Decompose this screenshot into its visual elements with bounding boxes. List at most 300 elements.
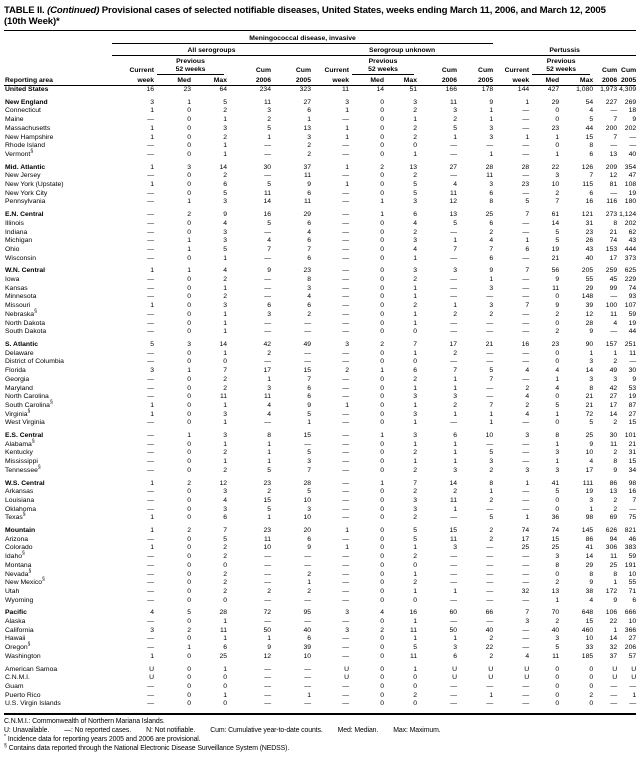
value-cell: 1 [307, 116, 311, 124]
value-cell: 4 [380, 609, 384, 617]
value-cell: 1 [223, 349, 227, 357]
value-cell: 1 [453, 440, 457, 448]
value-cell: — [147, 449, 154, 457]
value-cell: 5 [267, 181, 271, 189]
value-cell: 2 [489, 496, 494, 504]
table-body [4, 86, 636, 710]
table-row [4, 402, 636, 411]
value-cell: — [450, 553, 457, 561]
value-cell: — [147, 691, 154, 699]
value-cell: 306 [605, 544, 618, 552]
value-cell: 14 [449, 479, 457, 487]
value-cell: 1 [489, 410, 494, 418]
value-cell: 5 [555, 237, 560, 245]
value-cell: 30 [628, 367, 637, 375]
value-cell: 1 [187, 367, 191, 375]
value-cell: — [342, 570, 349, 578]
value-cell: 21 [551, 254, 560, 262]
value-cell: 15 [449, 527, 457, 535]
value-cell: 2 [223, 553, 227, 561]
value-cell: 16 [409, 609, 417, 617]
value-cell: — [264, 683, 271, 690]
value-cell: 100 [605, 302, 618, 310]
value-cell: 1 [453, 375, 457, 383]
value-cell: 6 [489, 254, 494, 262]
value-cell: 2 [267, 587, 271, 595]
value-cell: 14 [263, 198, 271, 206]
value-cell: 2 [307, 150, 311, 158]
value-cell: 4 [525, 410, 530, 418]
value-cell: 5 [223, 98, 227, 106]
value-cell: — [342, 211, 349, 219]
value-cell: 0 [380, 691, 384, 699]
value-cell: 25 [219, 652, 227, 660]
value-cell: 22 [551, 163, 560, 171]
value-cell: U [149, 674, 154, 682]
value-cell: 1 [267, 458, 271, 466]
value-cell: 8 [267, 432, 271, 440]
value-cell: 1 [453, 635, 457, 643]
value-cell: 38 [585, 587, 594, 595]
value-cell: 2 [307, 310, 311, 318]
value-cell: 33 [585, 644, 594, 652]
value-cell: 13 [551, 587, 560, 595]
value-cell: 1 [525, 98, 530, 106]
value-cell: 1 [223, 635, 227, 643]
reporting-area-cell: E.S. Central [5, 432, 44, 440]
value-cell: — [264, 700, 271, 708]
value-cell: 9 [589, 328, 594, 336]
value-cell: 5 [489, 367, 494, 375]
value-cell: 5 [187, 609, 191, 617]
value-cell: 3 [223, 302, 227, 310]
table-row [4, 579, 636, 588]
value-cell: — [522, 284, 530, 292]
value-cell: 11 [219, 626, 227, 634]
col-med-label: Med [349, 75, 384, 86]
reporting-area-cell: New Jersey [5, 172, 41, 180]
value-cell: — [486, 393, 494, 401]
value-cell: — [522, 310, 530, 318]
value-cell: 40 [485, 626, 494, 634]
value-cell: 7 [525, 267, 530, 275]
value-cell: — [522, 626, 530, 634]
value-cell: 3 [525, 618, 530, 626]
value-cell: 0 [380, 284, 384, 292]
value-cell: 0 [187, 514, 191, 522]
table-row [4, 160, 636, 173]
value-cell: 0 [187, 107, 191, 115]
value-cell: — [342, 276, 349, 284]
value-cell: — [342, 142, 349, 150]
col-cum-2006: Cum [441, 67, 457, 74]
value-cell: 0 [413, 596, 417, 604]
value-cell: — [629, 142, 637, 150]
value-cell: 8 [489, 479, 494, 487]
value-cell: 0 [187, 401, 191, 409]
reporting-area-cell: Alaska [5, 618, 26, 626]
value-cell: 7 [613, 116, 618, 124]
value-cell: 3 [150, 626, 154, 634]
value-cell: 157 [605, 340, 618, 348]
value-cell: 1 [187, 644, 191, 652]
value-cell: — [522, 683, 530, 690]
col-cum-2005: Cum [621, 67, 637, 74]
value-cell: 6 [223, 514, 227, 522]
value-cell: 12 [263, 652, 271, 660]
value-cell: 14 [219, 163, 227, 171]
value-cell: 1 [150, 107, 154, 115]
value-cell: — [486, 384, 494, 392]
value-cell: 2 [307, 142, 311, 150]
value-cell: — [147, 310, 154, 318]
value-cell: 1 [413, 293, 417, 301]
value-cell: 28 [585, 319, 594, 327]
value-cell: 229 [624, 276, 637, 284]
value-cell: 0 [187, 133, 191, 141]
value-cell: 11 [449, 496, 457, 504]
value-cell: — [522, 254, 530, 262]
value-cell: 0 [187, 384, 191, 392]
value-cell: 4 [555, 384, 560, 392]
value-cell: — [342, 561, 349, 569]
value-cell: 5 [453, 219, 457, 227]
value-cell: 1 [187, 432, 191, 440]
table-row [4, 181, 636, 190]
value-cell: — [522, 124, 530, 132]
reporting-area-cell: Mountain [5, 527, 36, 535]
value-cell: 86 [585, 535, 594, 543]
value-cell: 206 [624, 644, 637, 652]
value-cell: 10 [303, 514, 311, 522]
col-cum-2006: Cum [602, 67, 618, 74]
value-cell: — [147, 319, 154, 327]
value-cell: 9 [632, 116, 637, 124]
value-cell: 1 [555, 150, 560, 158]
value-cell: 0 [187, 535, 191, 543]
value-cell: 1 [267, 440, 271, 448]
value-cell: 2 [223, 172, 227, 180]
value-cell: 11 [486, 172, 494, 180]
reporting-area-cell: Wisconsin [5, 254, 36, 262]
value-cell: 2 [453, 310, 457, 318]
value-cell: — [450, 514, 457, 522]
value-cell: 0 [380, 142, 384, 150]
value-cell: — [342, 635, 349, 643]
value-cell: 30 [263, 163, 271, 171]
value-cell: 2 [267, 116, 271, 124]
value-cell: 0 [380, 124, 384, 132]
value-cell: 2 [413, 579, 417, 587]
value-cell: 3 [413, 267, 417, 275]
value-cell: 5 [453, 124, 457, 132]
value-cell: 0 [223, 561, 227, 569]
value-cell: 1 [267, 635, 271, 643]
value-cell: — [264, 293, 271, 301]
value-cell: 444 [624, 245, 637, 253]
value-cell: 1 [413, 310, 417, 318]
table-row [4, 367, 636, 376]
table-row [4, 544, 636, 553]
value-cell: 20 [303, 527, 311, 535]
value-cell: 11 [263, 189, 271, 197]
table-row [4, 385, 636, 394]
value-cell: 0 [380, 535, 384, 543]
value-cell: — [342, 293, 349, 301]
value-cell: 11 [303, 172, 311, 180]
value-cell: 1 [223, 150, 227, 158]
value-cell: 1 [413, 319, 417, 327]
value-cell: — [342, 150, 349, 158]
value-cell: 1 [413, 458, 417, 466]
value-cell: 0 [187, 254, 191, 262]
value-cell: 5 [555, 228, 560, 236]
value-cell: 0 [380, 505, 384, 513]
value-cell: 0 [555, 319, 560, 327]
value-cell: — [629, 133, 637, 141]
value-cell: — [147, 276, 154, 284]
value-cell: — [304, 349, 311, 357]
value-cell: — [610, 691, 618, 699]
value-cell: 3 [267, 107, 271, 115]
value-cell: 1,973 [600, 86, 618, 93]
value-cell: — [522, 449, 530, 457]
value-cell: 3 [489, 458, 494, 466]
value-cell: — [304, 683, 311, 690]
value-cell: 5 [525, 198, 530, 206]
value-cell: 0 [187, 466, 191, 474]
value-cell: 2 [413, 228, 417, 236]
col-cum-2006: Cum [255, 67, 271, 74]
value-cell: 3 [453, 393, 457, 401]
value-cell: 10 [628, 618, 637, 626]
value-cell: 0 [187, 691, 191, 699]
value-cell: 0 [555, 349, 560, 357]
value-cell: 4 [150, 609, 154, 617]
value-cell: 11 [409, 652, 417, 660]
table-row [4, 358, 636, 367]
value-cell: 0 [589, 674, 594, 682]
value-cell: 7 [632, 496, 637, 504]
value-cell: 2 [223, 107, 227, 115]
value-cell: 0 [223, 358, 227, 366]
header-spacer [493, 31, 636, 44]
value-cell: 5 [413, 181, 417, 189]
value-cell: 2 [413, 488, 417, 496]
value-cell: 11 [449, 535, 457, 543]
value-cell: — [610, 142, 618, 150]
value-cell: 0 [187, 181, 191, 189]
value-cell: 354 [624, 163, 637, 171]
value-cell: 227 [605, 98, 618, 106]
value-cell: 1 [150, 133, 154, 141]
value-cell: 1 [345, 107, 349, 115]
table-row [4, 116, 636, 125]
value-cell: 3 [267, 384, 271, 392]
value-cell: 1 [413, 440, 417, 448]
value-cell: 51 [409, 86, 417, 93]
table-continued: (Continued) [44, 5, 102, 16]
value-cell: 1 [150, 514, 154, 522]
value-cell: 2 [413, 107, 417, 115]
value-cell: 2 [223, 570, 227, 578]
value-cell: 5 [267, 219, 271, 227]
value-cell: 1 [223, 254, 227, 262]
value-cell: 15 [585, 618, 594, 626]
value-cell: — [522, 150, 530, 158]
value-cell: 0 [413, 674, 417, 682]
value-cell: 0 [555, 665, 560, 673]
table-row [4, 605, 636, 618]
value-cell: — [342, 245, 349, 253]
value-cell: 1 [307, 419, 311, 427]
value-cell: 5 [413, 527, 417, 535]
value-cell: 0 [187, 674, 191, 682]
value-cell: 1 [223, 142, 227, 150]
table-row [4, 246, 636, 255]
value-cell: 27 [628, 410, 637, 418]
value-cell: 1 [413, 587, 417, 595]
reporting-area-cell: California [5, 626, 34, 634]
value-cell: 36 [551, 514, 560, 522]
value-cell: — [304, 561, 311, 569]
value-cell: 3 [413, 505, 417, 513]
value-cell: 8 [589, 570, 594, 578]
value-cell: 8 [555, 561, 560, 569]
value-cell: 0 [380, 496, 384, 504]
value-cell: 11 [449, 189, 457, 197]
reporting-area-cell: Missouri [5, 302, 31, 310]
value-cell: — [522, 553, 530, 561]
value-cell: 42 [263, 340, 271, 348]
value-cell: 27 [303, 98, 311, 106]
value-cell: 22 [609, 618, 618, 626]
value-cell: 0 [380, 98, 384, 106]
value-cell: 8 [613, 219, 618, 227]
value-cell: 3 [307, 505, 311, 513]
reporting-area-cell: Oregon§ [5, 641, 31, 652]
value-cell: 273 [605, 211, 618, 219]
value-cell: 9 [307, 544, 311, 552]
value-cell: 1 [413, 150, 417, 158]
value-cell: 1 [150, 124, 154, 132]
value-cell: 0 [187, 700, 191, 708]
value-cell: 205 [581, 267, 594, 275]
header-spacer [4, 56, 112, 76]
value-cell: 1 [223, 116, 227, 124]
value-cell: 1 [187, 237, 191, 245]
value-cell: 2 [413, 449, 417, 457]
footnotes [4, 713, 636, 753]
value-cell: — [522, 219, 530, 227]
value-cell: 3 [413, 237, 417, 245]
value-cell: 1 [345, 181, 349, 189]
value-cell: — [147, 358, 154, 366]
value-cell: 1 [413, 349, 417, 357]
value-cell: 106 [605, 609, 618, 617]
value-cell: 116 [606, 198, 618, 206]
value-cell: 3 [453, 107, 457, 115]
value-cell: 5 [307, 449, 311, 457]
value-cell: 0 [555, 142, 560, 150]
value-cell: 28 [485, 163, 494, 171]
value-cell: 2 [413, 466, 417, 474]
value-cell: 0 [380, 700, 384, 708]
value-cell: 1 [413, 635, 417, 643]
value-cell: 0 [187, 505, 191, 513]
value-cell: — [147, 172, 154, 180]
header-spacer [4, 44, 112, 56]
value-cell: 2 [380, 340, 384, 348]
legend-item: U: Unavailable. [4, 727, 50, 735]
value-cell: 1 [453, 587, 457, 595]
value-cell: 4 [525, 393, 530, 401]
value-cell: — [522, 458, 530, 466]
value-cell: 9 [307, 181, 311, 189]
value-cell: 14 [376, 86, 384, 93]
value-cell: 0 [380, 107, 384, 115]
reporting-area-cell: S. Atlantic [5, 340, 38, 348]
value-cell: 0 [413, 700, 417, 708]
value-cell: 1 [453, 505, 457, 513]
value-cell: U [631, 665, 637, 673]
value-cell: — [147, 116, 154, 124]
value-cell: 5 [267, 124, 271, 132]
reporting-area-cell: Mid. Atlantic [5, 163, 46, 171]
footnote-star: * Incidence data for reporting years 2005 and 2006 are provisional. [4, 733, 201, 744]
value-cell: 1 [413, 116, 417, 124]
table-row [4, 419, 636, 428]
value-cell: — [147, 254, 154, 262]
value-cell: — [264, 328, 271, 336]
value-cell: 0 [555, 505, 560, 513]
value-cell: 0 [380, 116, 384, 124]
value-cell: 2 [525, 401, 530, 409]
value-cell: 0 [380, 419, 384, 427]
value-cell: 3 [307, 458, 311, 466]
col-week-label: week [493, 75, 529, 86]
value-cell: 6 [307, 393, 311, 401]
value-cell: 2 [413, 514, 417, 522]
value-cell: — [342, 505, 349, 513]
value-cell: 10 [585, 635, 594, 643]
table-row [4, 497, 636, 506]
table-row [4, 134, 636, 143]
reporting-area-cell: Delaware [5, 349, 34, 357]
value-cell: 126 [581, 163, 594, 171]
value-cell: 0 [380, 358, 384, 366]
value-cell: 23 [551, 340, 560, 348]
value-cell: — [147, 189, 154, 197]
value-cell: — [264, 319, 271, 327]
value-cell: 6 [453, 652, 457, 660]
value-cell: 0 [187, 189, 191, 197]
value-cell: — [522, 691, 530, 699]
value-cell: 1 [589, 349, 594, 357]
value-cell: 11 [610, 553, 618, 561]
value-cell: 373 [624, 254, 637, 262]
value-cell: 0 [223, 700, 227, 708]
reporting-area-cell: Alabama§ [5, 438, 35, 448]
table-row [4, 207, 636, 220]
value-cell: — [629, 683, 637, 690]
value-cell: 9 [489, 267, 494, 275]
value-cell: — [264, 691, 271, 699]
value-cell: 16 [146, 86, 154, 93]
value-cell: 6 [267, 302, 271, 310]
value-cell: — [522, 596, 530, 604]
reporting-area-cell: Kentucky [5, 449, 33, 457]
